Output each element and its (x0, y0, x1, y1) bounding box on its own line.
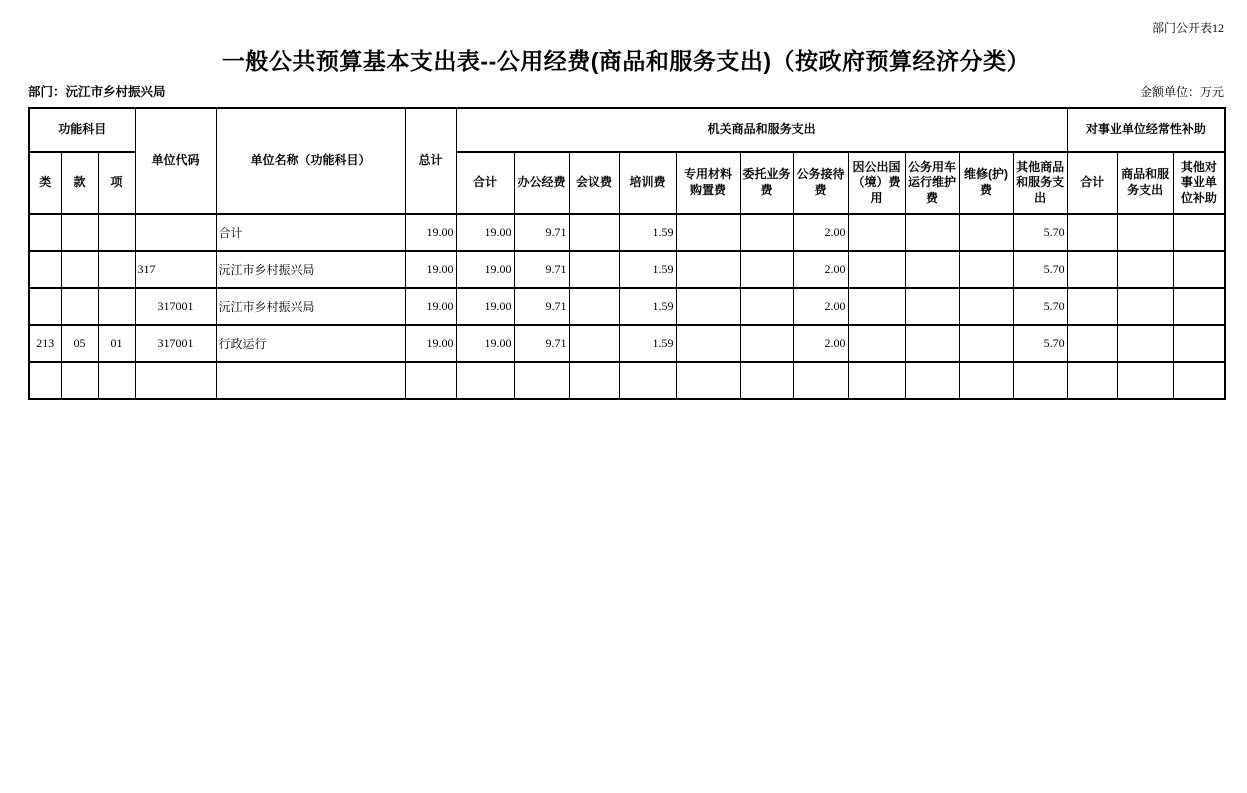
table-cell: 19.00 (456, 288, 514, 325)
table-cell: 1.59 (619, 251, 676, 288)
unit-name-cell: 行政运行 (216, 325, 405, 362)
table-cell (740, 288, 793, 325)
table-cell (1173, 288, 1225, 325)
table-cell (61, 214, 98, 251)
table-cell (569, 362, 619, 399)
table-header (29, 108, 1225, 214)
unit-code-cell (135, 362, 216, 399)
table-cell (514, 362, 569, 399)
table-cell (1173, 251, 1225, 288)
table-cell: 9.71 (514, 251, 569, 288)
table-cell: 2.00 (793, 288, 848, 325)
col-header-subsidy-group: 对事业单位经常性补助 (1067, 108, 1225, 152)
table-cell (848, 251, 905, 288)
table-cell (1173, 214, 1225, 251)
table-cell (1117, 362, 1173, 399)
unit-code-cell: 317001 (135, 288, 216, 325)
table-row (29, 362, 1225, 399)
unit-name-cell (216, 362, 405, 399)
table-cell (29, 214, 61, 251)
table-row (29, 288, 1225, 325)
unit-name-cell: 沅江市乡村振兴局 (216, 288, 405, 325)
col-header-func-group: 功能科目 (29, 108, 135, 152)
col-header-section: 款 (61, 152, 98, 214)
col-header-entrusted-business: 委托业务费 (740, 152, 793, 214)
table-cell (905, 214, 959, 251)
table-cell (98, 362, 135, 399)
col-header-item: 项 (98, 152, 135, 214)
table-cell (848, 325, 905, 362)
table-cell (959, 214, 1013, 251)
unit-name-cell: 合计 (216, 214, 405, 251)
unit-code-cell: 317001 (135, 325, 216, 362)
col-header-org-goods-group: 机关商品和服务支出 (456, 108, 1067, 152)
doc-number-label: 部门公开表12 (1151, 21, 1224, 35)
table-cell: 2.00 (793, 251, 848, 288)
table-cell (1173, 325, 1225, 362)
page-title: 一般公共预算基本支出表--公用经费(商品和服务支出)（按政府预算经济分类） (221, 48, 1031, 74)
table-cell (569, 251, 619, 288)
table-cell: 19.00 (456, 214, 514, 251)
table-cell (848, 214, 905, 251)
table-cell (1067, 288, 1117, 325)
table-cell (29, 251, 61, 288)
table-cell (569, 288, 619, 325)
col-header-subsidy-total: 合计 (1067, 152, 1117, 214)
table-cell (905, 251, 959, 288)
table-cell (959, 325, 1013, 362)
col-header-org-total: 合计 (456, 152, 514, 214)
col-header-unit-name: 单位名称（功能科目） (216, 108, 405, 214)
table-cell: 9.71 (514, 214, 569, 251)
col-header-grand-total: 总计 (405, 108, 456, 214)
table-cell: 1.59 (619, 288, 676, 325)
table-cell: 19.00 (405, 325, 456, 362)
table-cell: 5.70 (1013, 251, 1067, 288)
table-cell (619, 362, 676, 399)
table-cell (740, 214, 793, 251)
table-cell: 1.59 (619, 214, 676, 251)
table-cell (676, 288, 740, 325)
col-header-vehicle-maintenance: 公务用车运行维护费 (905, 152, 959, 214)
table-cell (676, 325, 740, 362)
table-cell (29, 362, 61, 399)
col-header-repair-fee: 维修(护)费 (959, 152, 1013, 214)
table-cell (569, 214, 619, 251)
table-cell (740, 362, 793, 399)
table-cell (959, 362, 1013, 399)
table-cell: 19.00 (405, 288, 456, 325)
table-cell (405, 362, 456, 399)
col-header-office-expense: 办公经费 (514, 152, 569, 214)
table-cell (98, 288, 135, 325)
table-row (29, 325, 1225, 362)
table-cell (1117, 214, 1173, 251)
table-cell: 5.70 (1013, 214, 1067, 251)
table-cell (740, 325, 793, 362)
table-cell: 19.00 (405, 214, 456, 251)
table-cell (1173, 362, 1225, 399)
table-cell: 213 (29, 325, 61, 362)
table-cell (61, 362, 98, 399)
table-cell (1117, 251, 1173, 288)
table-cell: 9.71 (514, 325, 569, 362)
table-cell: 19.00 (405, 251, 456, 288)
table-cell (848, 288, 905, 325)
table-cell: 2.00 (793, 214, 848, 251)
table-cell (1067, 214, 1117, 251)
table-cell: 9.71 (514, 288, 569, 325)
table-cell (740, 251, 793, 288)
table-cell (1067, 251, 1117, 288)
col-header-training-fee: 培训费 (619, 152, 676, 214)
table-cell (1067, 362, 1117, 399)
col-header-official-reception: 公务接待费 (793, 152, 848, 214)
table-cell (959, 251, 1013, 288)
unit-code-cell (135, 214, 216, 251)
table-cell: 01 (98, 325, 135, 362)
table-body (29, 214, 1225, 399)
table-cell (569, 325, 619, 362)
col-header-subsidy-goods-services: 商品和服务支出 (1117, 152, 1173, 214)
table-cell: 5.70 (1013, 288, 1067, 325)
table-cell (98, 251, 135, 288)
table-cell: 19.00 (456, 325, 514, 362)
col-header-special-materials: 专用材料购置费 (676, 152, 740, 214)
table-cell (676, 362, 740, 399)
table-cell (1013, 362, 1067, 399)
amount-unit-label: 金额单位：万元 (1139, 85, 1224, 99)
header-group-row (29, 108, 1225, 152)
table-cell (676, 251, 740, 288)
table-cell (676, 214, 740, 251)
table-cell: 5.70 (1013, 325, 1067, 362)
table-cell (29, 288, 61, 325)
table-cell (959, 288, 1013, 325)
table-cell (98, 214, 135, 251)
table-cell (848, 362, 905, 399)
table-cell: 19.00 (456, 251, 514, 288)
meta-row (28, 84, 1224, 100)
table-cell (1067, 325, 1117, 362)
table-cell (905, 362, 959, 399)
table-cell (905, 288, 959, 325)
table-cell: 1.59 (619, 325, 676, 362)
col-header-class: 类 (29, 152, 61, 214)
table-cell (1117, 325, 1173, 362)
col-header-meeting-fee: 会议费 (569, 152, 619, 214)
table-row (29, 214, 1225, 251)
budget-table (28, 107, 1226, 400)
table-cell (793, 362, 848, 399)
table-cell (905, 325, 959, 362)
table-cell (61, 251, 98, 288)
table-row (29, 251, 1225, 288)
unit-code-cell: 317 (135, 251, 216, 288)
table-cell (61, 288, 98, 325)
unit-name-cell: 沅江市乡村振兴局 (216, 251, 405, 288)
table-cell: 05 (61, 325, 98, 362)
col-header-abroad-expense: 因公出国（境）费用 (848, 152, 905, 214)
table-cell (1117, 288, 1173, 325)
col-header-unit-code: 单位代码 (135, 108, 216, 214)
table-cell: 2.00 (793, 325, 848, 362)
department-label: 部门：沅江市乡村振兴局 (28, 85, 166, 99)
col-header-subsidy-other: 其他对事业单位补助 (1173, 152, 1225, 214)
col-header-other-goods-services: 其他商品和服务支出 (1013, 152, 1067, 214)
table-cell (456, 362, 514, 399)
